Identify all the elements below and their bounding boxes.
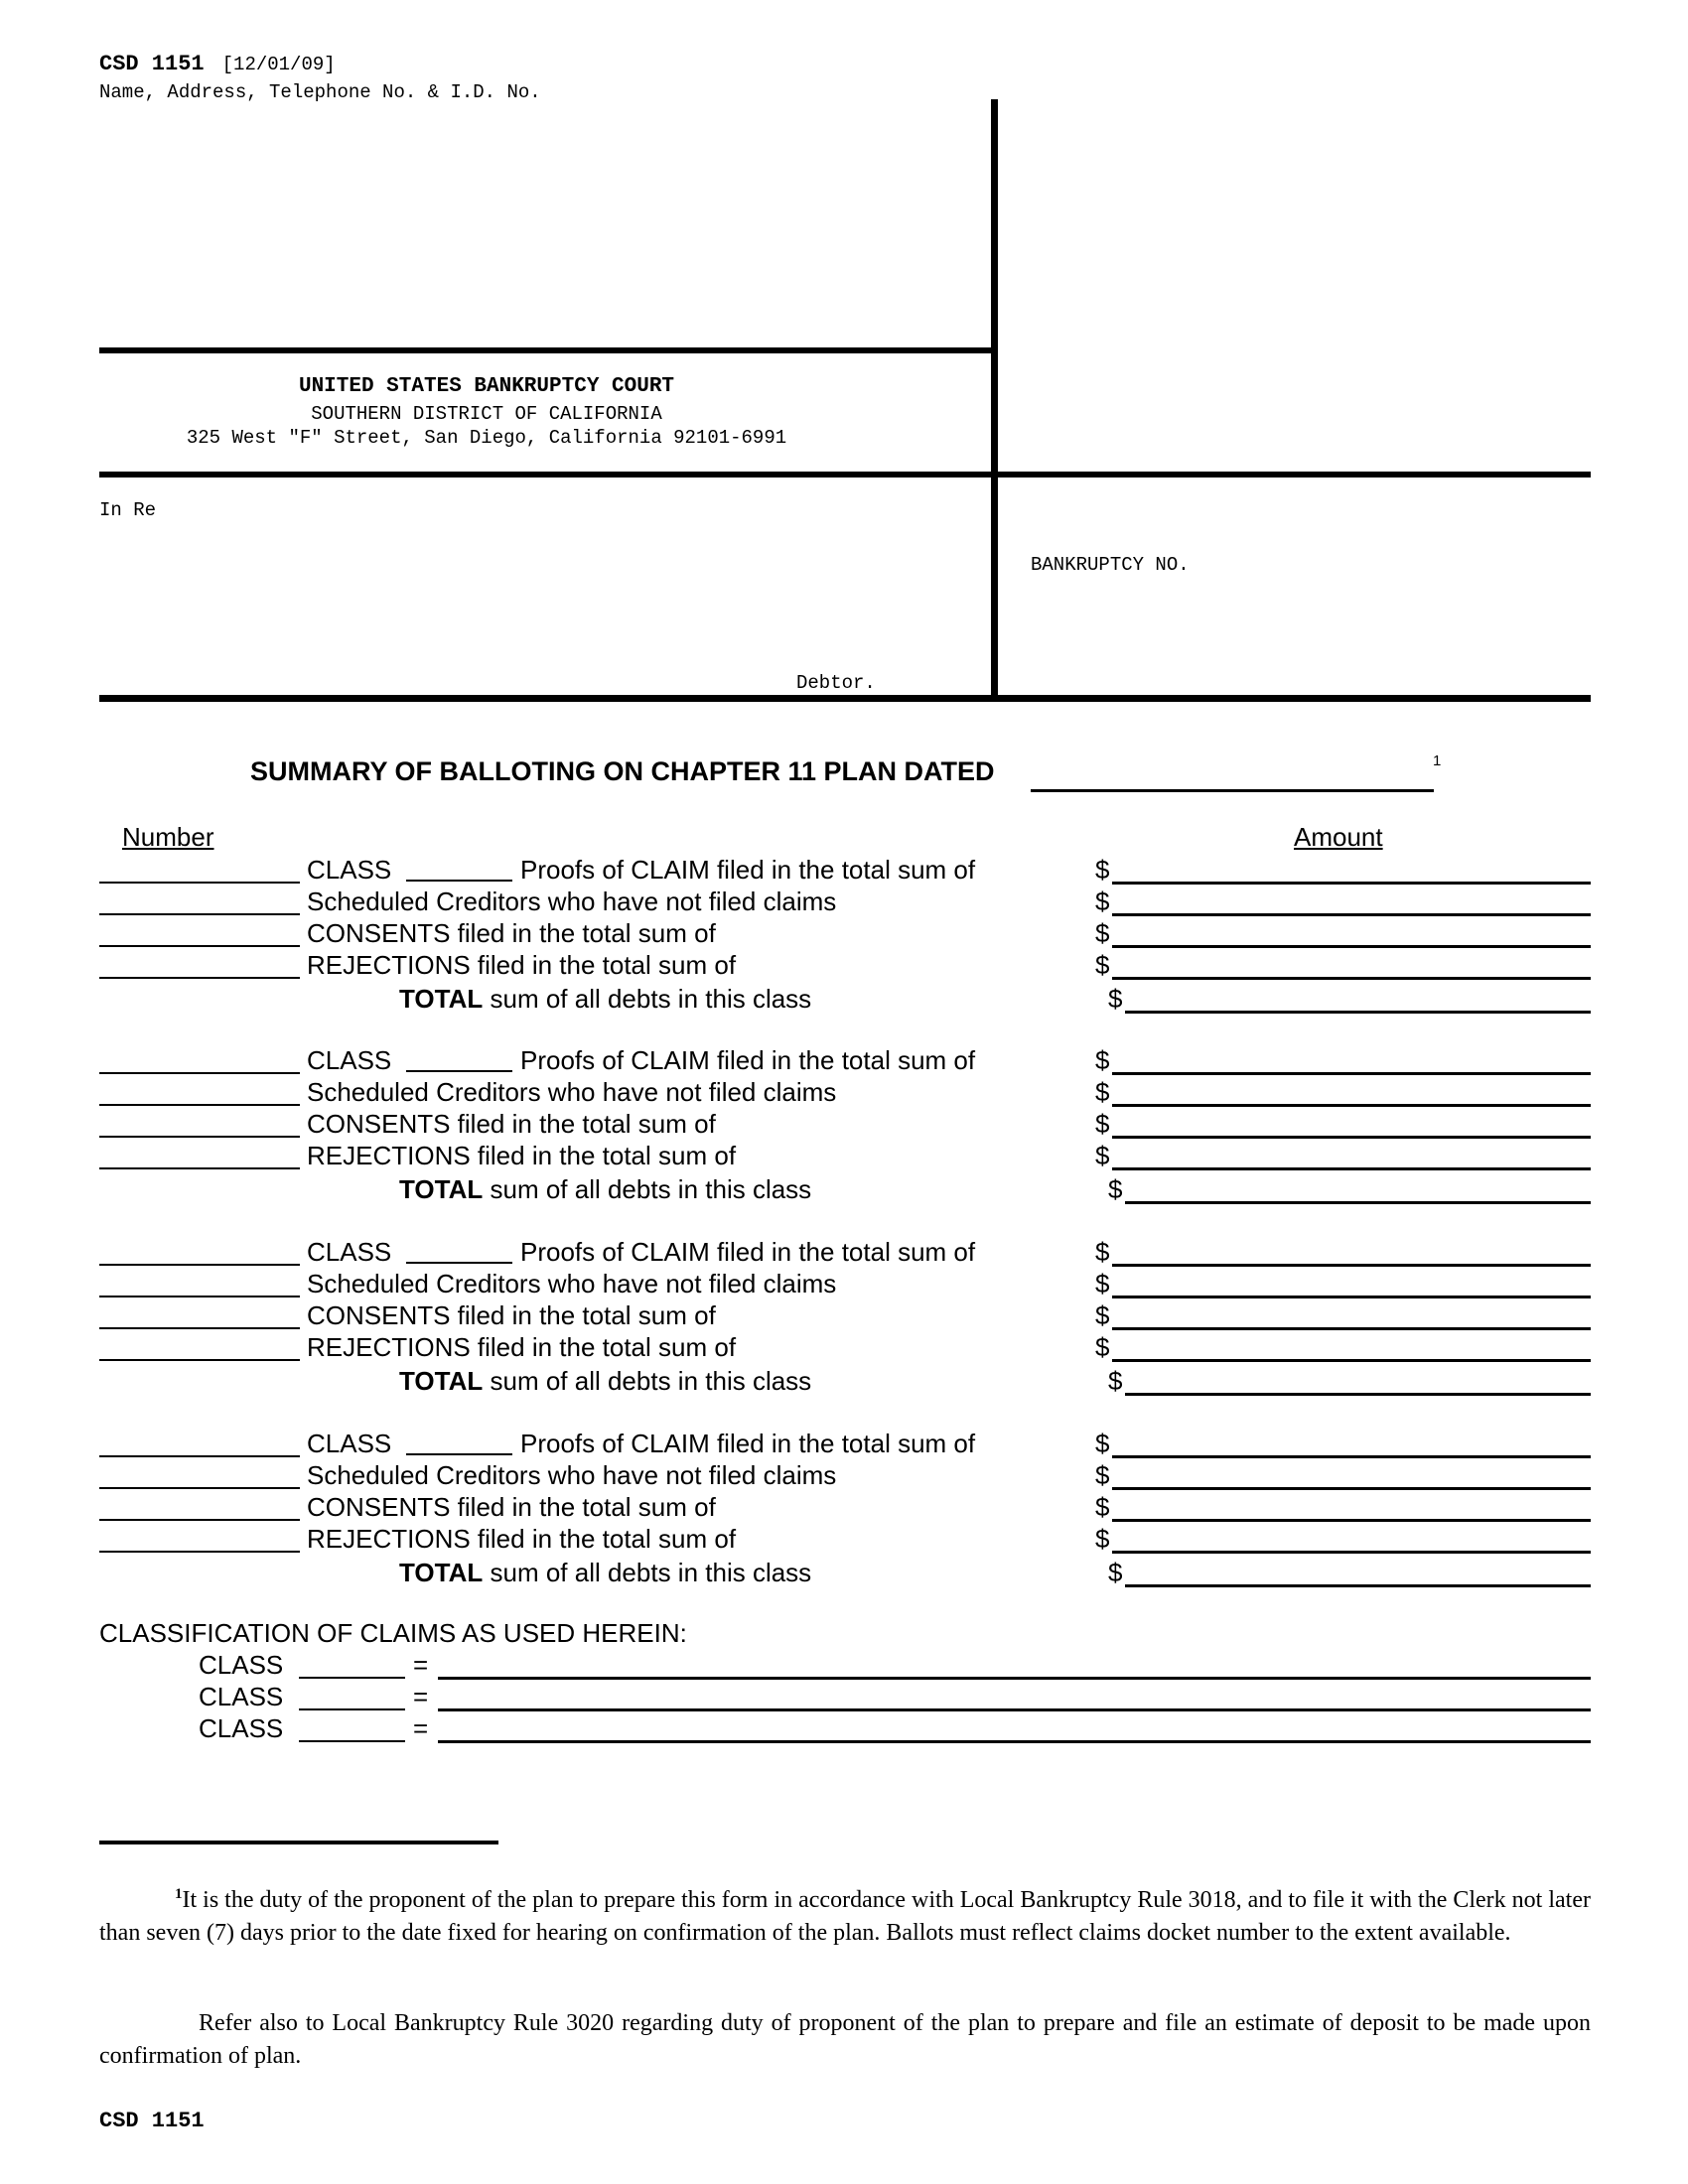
amount-field[interactable] xyxy=(1112,1455,1591,1458)
equals-sign: = xyxy=(413,1713,429,1743)
number-field[interactable] xyxy=(99,1167,300,1169)
classification-class-label: CLASS xyxy=(199,1713,284,1743)
form-header xyxy=(99,52,336,76)
number-field[interactable] xyxy=(99,1327,300,1329)
title-footnote-mark: 1 xyxy=(1433,752,1442,769)
total-amount-field[interactable] xyxy=(1125,1011,1591,1014)
footnote-1-text: It is the duty of the proponent of the plan to prepare this form in accordance with Local Bankruptcy Rule 3018, and to file it with the Clerk not later than seven (7) days prior to the date fixed for hearing on confirmation of the plan. Ballots must reflect claims docket number to the extent available. xyxy=(99,1887,1591,1946)
row-label: Scheduled Creditors who have not filed claims xyxy=(307,887,837,916)
number-field[interactable] xyxy=(99,1359,300,1361)
total-label: sum of all debts in this class xyxy=(490,1174,812,1204)
amount-field[interactable] xyxy=(1112,1136,1591,1139)
footer-form-id: CSD 1151 xyxy=(99,2109,205,2133)
plan-date-field[interactable] xyxy=(1031,789,1434,792)
amount-field[interactable] xyxy=(1112,1104,1591,1107)
class-label: CLASS xyxy=(307,1237,392,1267)
debtor-label: Debtor. xyxy=(796,672,876,694)
dollar-sign: $ xyxy=(1095,1524,1110,1554)
class-label: CLASS xyxy=(307,1429,392,1458)
total-label: sum of all debts in this class xyxy=(490,1558,812,1587)
bankruptcy-no-label: BANKRUPTCY NO. xyxy=(1031,554,1190,576)
row-label: CONSENTS filed in the total sum of xyxy=(307,1109,716,1139)
dollar-sign: $ xyxy=(1095,1332,1110,1362)
number-field[interactable] xyxy=(99,913,300,915)
number-field[interactable] xyxy=(99,1104,300,1106)
dollar-sign: $ xyxy=(1095,887,1110,916)
bankruptcy-no-field[interactable] xyxy=(1031,581,1587,611)
total-label: sum of all debts in this class xyxy=(490,1366,812,1396)
class-label: CLASS xyxy=(307,855,392,885)
classification-class-field[interactable] xyxy=(299,1677,405,1679)
row-label: CONSENTS filed in the total sum of xyxy=(307,918,716,948)
classification-class-field[interactable] xyxy=(299,1740,405,1742)
row-label: REJECTIONS filed in the total sum of xyxy=(307,1141,737,1170)
class-label: CLASS xyxy=(307,1045,392,1075)
amount-field[interactable] xyxy=(1112,945,1591,948)
amount-field[interactable] xyxy=(1112,913,1591,916)
dollar-sign: $ xyxy=(1095,1300,1110,1330)
form-revision-date: [12/01/09] xyxy=(221,54,336,75)
dollar-sign: $ xyxy=(1108,1174,1123,1204)
attorney-info-field[interactable] xyxy=(99,107,973,336)
dollar-sign: $ xyxy=(1095,950,1110,980)
row-label: CONSENTS filed in the total sum of xyxy=(307,1492,716,1522)
number-field[interactable] xyxy=(99,977,300,979)
row-label: Proofs of CLAIM filed in the total sum of xyxy=(520,1045,976,1075)
classification-class-field[interactable] xyxy=(299,1708,405,1710)
page-title: SUMMARY OF BALLOTING ON CHAPTER 11 PLAN DATED xyxy=(250,756,995,786)
number-field[interactable] xyxy=(99,1551,300,1553)
footnote-1 xyxy=(99,1878,1591,1950)
dollar-sign: $ xyxy=(1095,1460,1110,1490)
number-field[interactable] xyxy=(99,1264,300,1266)
class-number-field[interactable] xyxy=(406,1070,512,1072)
caption-bottom-divider xyxy=(99,695,1591,702)
amount-field[interactable] xyxy=(1112,1264,1591,1267)
amount-column-header: Amount xyxy=(1294,822,1383,852)
dollar-sign: $ xyxy=(1108,1558,1123,1587)
amount-field[interactable] xyxy=(1112,882,1591,885)
footnote-2: Refer also to Local Bankruptcy Rule 3020 regarding duty of proponent of the plan to prepare and file an estimate of deposit to be made upon confirmation of plan. xyxy=(99,2010,1591,2069)
dollar-sign: $ xyxy=(1095,1492,1110,1522)
number-field[interactable] xyxy=(99,1296,300,1297)
number-field[interactable] xyxy=(99,1072,300,1074)
court-name: UNITED STATES BANKRUPTCY COURT xyxy=(298,375,675,398)
amount-field[interactable] xyxy=(1112,1072,1591,1075)
dollar-sign: $ xyxy=(1095,1237,1110,1267)
class-number-field[interactable] xyxy=(406,1453,512,1455)
footnote-separator xyxy=(99,1841,498,1844)
row-label: REJECTIONS filed in the total sum of xyxy=(307,1524,737,1554)
amount-field[interactable] xyxy=(1112,1296,1591,1298)
caption-vertical-divider xyxy=(991,99,998,699)
debtor-name-field[interactable] xyxy=(99,526,973,665)
total-label: sum of all debts in this class xyxy=(490,984,812,1014)
in-re-label: In Re xyxy=(99,499,157,521)
number-field[interactable] xyxy=(99,945,300,947)
row-label: Proofs of CLAIM filed in the total sum of xyxy=(520,855,976,885)
class-number-field[interactable] xyxy=(406,880,512,882)
amount-field[interactable] xyxy=(1112,1487,1591,1490)
total-bold-label: TOTAL xyxy=(399,1174,484,1204)
classification-description-field[interactable] xyxy=(438,1740,1591,1743)
amount-field[interactable] xyxy=(1112,1327,1591,1330)
dollar-sign: $ xyxy=(1108,1366,1123,1396)
number-column-header: Number xyxy=(122,822,214,852)
total-row-label xyxy=(399,984,811,1014)
total-row-label xyxy=(399,1366,811,1396)
row-label: Scheduled Creditors who have not filed claims xyxy=(307,1077,837,1107)
dollar-sign: $ xyxy=(1095,1045,1110,1075)
amount-field[interactable] xyxy=(1112,1359,1591,1362)
total-bold-label: TOTAL xyxy=(399,984,484,1014)
number-field[interactable] xyxy=(99,1455,300,1457)
dollar-sign: $ xyxy=(1095,1141,1110,1170)
row-label: Scheduled Creditors who have not filed claims xyxy=(307,1269,837,1298)
footnote-1-mark: 1 xyxy=(175,1886,183,1902)
row-label: Proofs of CLAIM filed in the total sum of xyxy=(520,1429,976,1458)
form-id: CSD 1151 xyxy=(99,52,205,76)
dollar-sign: $ xyxy=(1095,855,1110,885)
total-row-label xyxy=(399,1174,811,1204)
number-field[interactable] xyxy=(99,882,300,884)
dollar-sign: $ xyxy=(1095,1077,1110,1107)
total-amount-field[interactable] xyxy=(1125,1393,1591,1396)
amount-field[interactable] xyxy=(1112,1167,1591,1170)
dollar-sign: $ xyxy=(1095,1429,1110,1458)
court-divider xyxy=(99,472,1591,478)
dollar-sign: $ xyxy=(1095,1109,1110,1139)
amount-field[interactable] xyxy=(1112,1519,1591,1522)
court-address: 325 West "F" Street, San Diego, California 92101-6991 xyxy=(186,427,787,449)
total-bold-label: TOTAL xyxy=(399,1558,484,1587)
classification-class-label: CLASS xyxy=(199,1650,284,1680)
classification-heading: CLASSIFICATION OF CLAIMS AS USED HEREIN: xyxy=(99,1618,687,1648)
row-label: REJECTIONS filed in the total sum of xyxy=(307,1332,737,1362)
number-field[interactable] xyxy=(99,1519,300,1521)
classification-description-field[interactable] xyxy=(438,1708,1591,1711)
equals-sign: = xyxy=(413,1650,429,1680)
total-row-label xyxy=(399,1558,811,1587)
row-label: REJECTIONS filed in the total sum of xyxy=(307,950,737,980)
amount-field[interactable] xyxy=(1112,1551,1591,1554)
row-label: Scheduled Creditors who have not filed claims xyxy=(307,1460,837,1490)
header-divider xyxy=(99,347,995,353)
row-label: Proofs of CLAIM filed in the total sum of xyxy=(520,1237,976,1267)
class-number-field[interactable] xyxy=(406,1262,512,1264)
court-district: SOUTHERN DISTRICT OF CALIFORNIA xyxy=(311,403,662,425)
attorney-info-label: Name, Address, Telephone No. & I.D. No. xyxy=(99,81,541,103)
dollar-sign: $ xyxy=(1095,918,1110,948)
dollar-sign: $ xyxy=(1108,984,1123,1014)
number-field[interactable] xyxy=(99,1487,300,1489)
total-bold-label: TOTAL xyxy=(399,1366,484,1396)
equals-sign: = xyxy=(413,1682,429,1711)
number-field[interactable] xyxy=(99,1136,300,1138)
classification-class-label: CLASS xyxy=(199,1682,284,1711)
total-amount-field[interactable] xyxy=(1125,1584,1591,1587)
dollar-sign: $ xyxy=(1095,1269,1110,1298)
row-label: CONSENTS filed in the total sum of xyxy=(307,1300,716,1330)
total-amount-field[interactable] xyxy=(1125,1201,1591,1204)
classification-description-field[interactable] xyxy=(438,1677,1591,1680)
amount-field[interactable] xyxy=(1112,977,1591,980)
